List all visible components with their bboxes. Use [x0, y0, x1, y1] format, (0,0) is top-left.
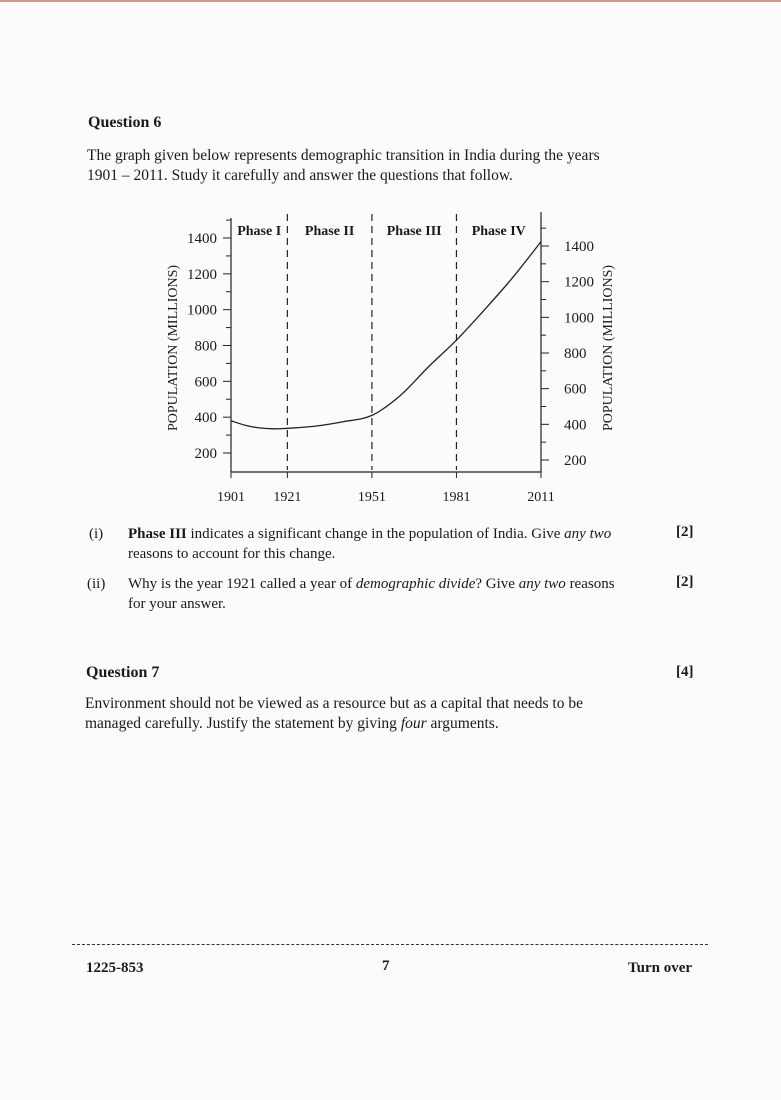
right-tick-label: 200: [564, 453, 587, 469]
x-tick-label: 1951: [357, 490, 386, 505]
right-tick-label: 400: [564, 417, 587, 434]
question-6-intro-line-2: 1901 – 2011. Study it carefully and answer the questions that follow.: [87, 167, 513, 184]
question-7-line-2-b: arguments.: [426, 715, 499, 732]
subq-1-line-2: reasons to account for this change.: [128, 546, 336, 562]
top-edge-line: [0, 0, 781, 2]
subq-2-text-c: reasons: [565, 576, 615, 592]
right-tick-label: 1200: [564, 274, 594, 291]
question-7-line-2-a: managed carefully. Justify the statement by giving: [85, 715, 401, 732]
turn-over-label: Turn over: [628, 960, 693, 976]
left-tick-label: 200: [194, 446, 217, 462]
phase-label: Phase IV: [471, 224, 526, 239]
right-tick-label: 600: [564, 381, 587, 398]
question-7-line-2: [85, 714, 499, 734]
subq-2-line-2: for your answer.: [128, 596, 226, 612]
subq-2-italic-a: demographic divide: [355, 576, 476, 592]
subq-1-bold: Phase III: [128, 526, 187, 542]
subq-1-number: (i): [89, 526, 104, 542]
population-line: [231, 242, 541, 429]
subq-2-text-a: Why is the year 1921 called a year of: [128, 576, 356, 592]
phase-label: Phase III: [386, 224, 442, 239]
left-tick-label: 1200: [187, 266, 217, 283]
left-tick-label: 400: [194, 410, 217, 427]
question-7-marks: [4]: [676, 664, 694, 680]
right-axis-title: POPULATION (MILLIONS): [601, 264, 616, 432]
subq-2-marks: [2]: [676, 574, 694, 590]
subq-1-marks: [2]: [676, 524, 694, 540]
phase-label: Phase I: [237, 224, 282, 239]
subq-2-text-b: ? Give: [475, 576, 519, 592]
x-tick-label: 1921: [273, 490, 302, 505]
subq-2-number: (ii): [87, 576, 106, 592]
x-tick-label: 1981: [442, 490, 471, 505]
page-number: 7: [382, 958, 390, 974]
left-tick-label: 1400: [187, 231, 217, 247]
right-tick-label: 1400: [564, 239, 594, 255]
left-axis-title: POPULATION (MILLIONS): [166, 264, 181, 432]
footer-divider: [72, 944, 708, 945]
left-tick-label: 1000: [187, 302, 217, 319]
left-tick-label: 600: [194, 374, 217, 391]
question-6-intro-line-1: The graph given below represents demographic transition in India during the years: [87, 147, 600, 164]
right-tick-label: 800: [564, 346, 587, 362]
x-tick-label: 2011: [527, 490, 555, 505]
subq-2-line-1: [128, 574, 668, 594]
subq-1-text: indicates a significant change in the population of India. Give: [186, 526, 565, 542]
subq-2-italic-b: any two: [518, 576, 566, 592]
demographic-transition-chart: [150, 208, 640, 508]
subq-1-italic: any two: [564, 526, 612, 542]
phase-label: Phase II: [304, 224, 355, 239]
question-6-title: Question 6: [88, 114, 162, 131]
x-tick-label: 1901: [217, 490, 245, 505]
question-7-line-1: Environment should not be viewed as a resource but as a capital that needs to be: [85, 695, 583, 712]
paper-code: 1225-853: [86, 960, 144, 976]
question-7-title: Question 7: [86, 664, 160, 681]
subq-1-line-1: [128, 524, 668, 544]
left-tick-label: 800: [194, 338, 217, 355]
question-7-italic: four: [400, 715, 427, 732]
right-tick-label: 1000: [564, 310, 594, 327]
